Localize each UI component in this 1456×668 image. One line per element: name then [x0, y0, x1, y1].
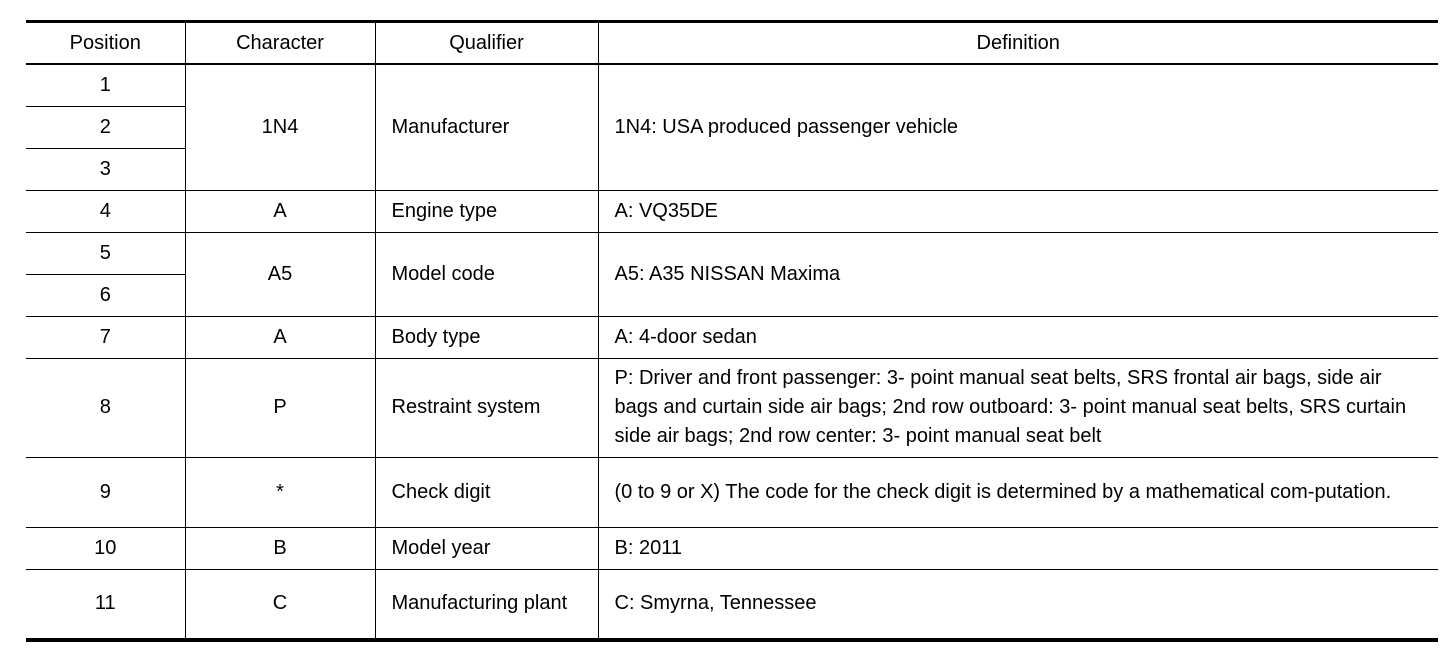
- qualifier-cell: Restraint system: [375, 358, 598, 457]
- qualifier-cell: Model year: [375, 527, 598, 569]
- definition-cell: A: 4-door sedan: [598, 316, 1438, 358]
- position-cell: 8: [26, 358, 185, 457]
- header-position: Position: [26, 22, 185, 65]
- position-cell: 9: [26, 457, 185, 527]
- definition-cell: (0 to 9 or X) The code for the check digit is determined by a mathematical com-putation.: [598, 457, 1438, 527]
- header-qualifier: Qualifier: [375, 22, 598, 65]
- character-cell: C: [185, 569, 375, 640]
- definition-cell: A5: A35 NISSAN Maxima: [598, 232, 1438, 316]
- definition-cell: C: Smyrna, Tennessee: [598, 569, 1438, 640]
- position-cell: 10: [26, 527, 185, 569]
- character-cell: P: [185, 358, 375, 457]
- header-character: Character: [185, 22, 375, 65]
- definition-cell: B: 2011: [598, 527, 1438, 569]
- table-row: [26, 457, 1438, 527]
- character-cell: *: [185, 457, 375, 527]
- definition-cell: P: Driver and front passenger: 3- point manual seat belts, SRS frontal air bags, side air bags and curtain side air bags; 2nd row outboard: 3- point manual seat belts, SRS curtain side air bags; 2nd row center: 3- point manual seat belt: [598, 358, 1438, 457]
- table-row: [26, 527, 1438, 569]
- character-cell: A5: [185, 232, 375, 316]
- definition-cell: A: VQ35DE: [598, 190, 1438, 232]
- qualifier-cell: Manufacturing plant: [375, 569, 598, 640]
- definition-cell: 1N4: USA produced passenger vehicle: [598, 64, 1438, 190]
- position-cell: 4: [26, 190, 185, 232]
- qualifier-cell: Engine type: [375, 190, 598, 232]
- qualifier-cell: Manufacturer: [375, 64, 598, 190]
- position-cell: 6: [26, 274, 185, 316]
- character-cell: 1N4: [185, 64, 375, 190]
- table-row: [26, 232, 1438, 274]
- qualifier-cell: Model code: [375, 232, 598, 316]
- qualifier-cell: Check digit: [375, 457, 598, 527]
- table-row: [26, 64, 1438, 106]
- table-row: [26, 569, 1438, 640]
- table-row: [26, 358, 1438, 457]
- vin-table: [26, 20, 1438, 642]
- character-cell: A: [185, 190, 375, 232]
- qualifier-cell: Body type: [375, 316, 598, 358]
- position-cell: 7: [26, 316, 185, 358]
- table-header-row: [26, 22, 1438, 65]
- header-definition: Definition: [598, 22, 1438, 65]
- position-cell: 11: [94, 592, 116, 615]
- position-cell: 1: [26, 64, 185, 106]
- character-cell: B: [185, 527, 375, 569]
- character-cell: A: [185, 316, 375, 358]
- position-cell: 3: [26, 148, 185, 190]
- position-cell: 5: [26, 232, 185, 274]
- table-row: [26, 316, 1438, 358]
- table-row: [26, 190, 1438, 232]
- position-cell: 2: [26, 106, 185, 148]
